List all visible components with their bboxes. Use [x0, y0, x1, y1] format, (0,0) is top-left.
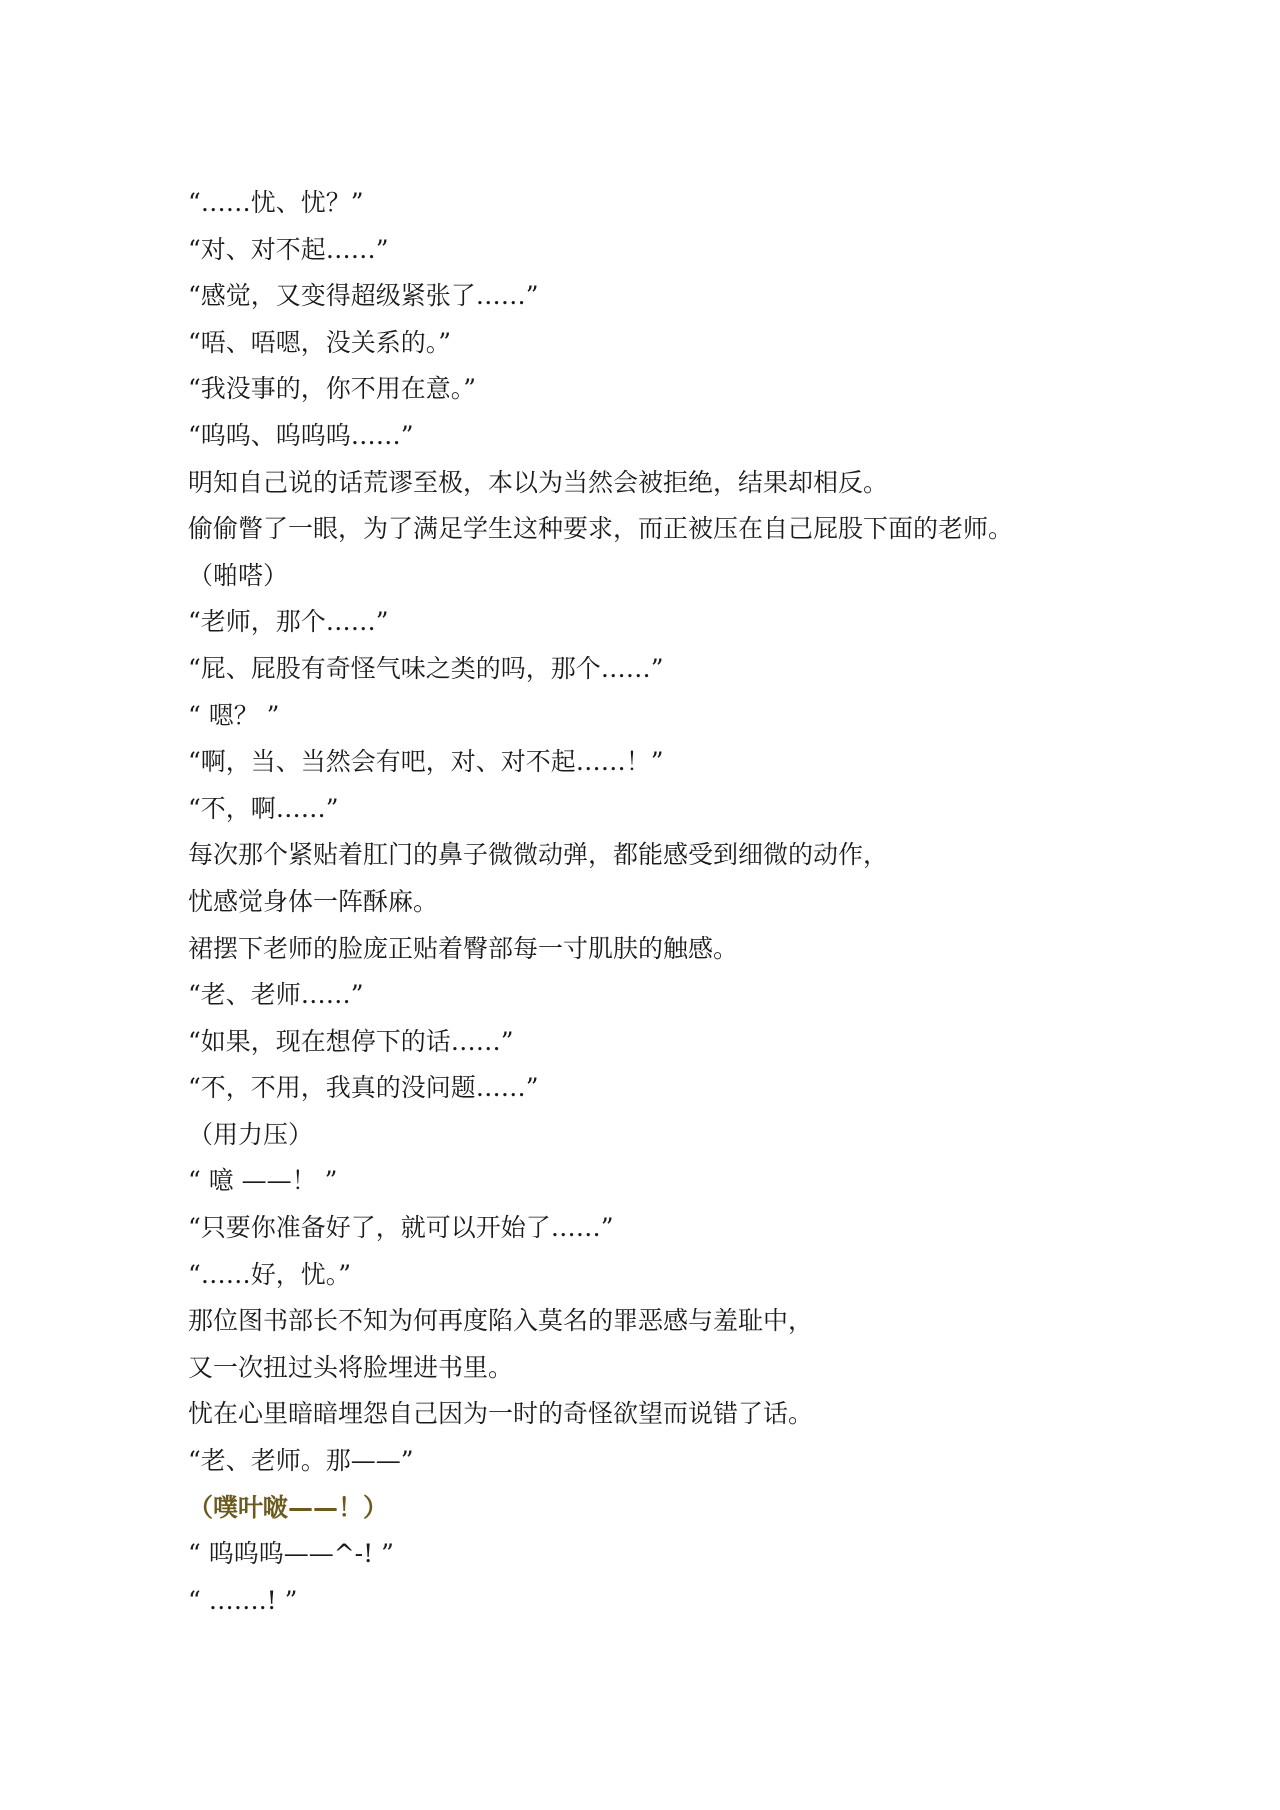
sound-effect-line: （啪嗒）: [188, 560, 289, 590]
dialogue-line: “ 噫 ——！ ”: [188, 1166, 338, 1196]
dialogue-line: “唔、唔嗯，没关系的。”: [188, 327, 452, 357]
narration-line: 明知自己说的话荒谬至极，本以为当然会被拒绝，结果却相反。: [188, 467, 889, 497]
narration-line: 忧在心里暗暗埋怨自己因为一时的奇怪欲望而说错了话。: [188, 1399, 814, 1429]
dialogue-line: “呜呜、呜呜呜……”: [188, 420, 414, 450]
dialogue-line: “对、对不起……”: [188, 234, 389, 264]
narration-line: 忧感觉身体一阵酥麻。: [188, 886, 439, 916]
dialogue-line: “……忧、忧？”: [188, 188, 364, 217]
narration-line: 偷偷瞥了一眼，为了满足学生这种要求，而正被压在自己屁股下面的老师。: [188, 514, 1014, 544]
dialogue-line: “啊，当、当然会有吧，对、对不起……！”: [188, 747, 664, 777]
dialogue-line: “老、老师……”: [188, 980, 364, 1010]
dialogue-line: “老师，那个……”: [188, 607, 389, 637]
sound-effect-line: （用力压）: [188, 1119, 314, 1149]
highlighted-sound-effect-line: （噗叶啵——！）: [188, 1492, 389, 1522]
dialogue-line: “感觉，又变得超级紧张了……”: [188, 281, 539, 311]
dialogue-line: “我没事的，你不用在意。”: [188, 374, 477, 404]
dialogue-line: “ …….! ”: [188, 1585, 298, 1615]
dialogue-line: “……好，忧。”: [188, 1259, 352, 1289]
narration-line: 裙摆下老师的脸庞正贴着臀部每一寸肌肤的触感。: [188, 933, 739, 963]
narration-line: 那位图书部长不知为何再度陷入莫名的罪恶感与羞耻中，: [188, 1306, 814, 1336]
dialogue-line: “ 嗯？ ”: [188, 700, 280, 730]
dialogue-line: “老、老师。那——”: [188, 1446, 414, 1476]
dialogue-line: “不，不用，我真的没问题……”: [188, 1073, 539, 1103]
dialogue-line: “不，啊……”: [188, 793, 339, 823]
dialogue-line: “如果，现在想停下的话……”: [188, 1026, 514, 1056]
dialogue-line: “ 呜呜呜——^-! ”: [188, 1539, 394, 1569]
dialogue-line: “只要你准备好了，就可以开始了……”: [188, 1213, 614, 1243]
story-text-block: [188, 180, 1188, 1624]
dialogue-line: “屁、屁股有奇怪气味之类的吗，那个……”: [188, 653, 664, 683]
narration-line: 每次那个紧贴着肛门的鼻子微微动弹，都能感受到细微的动作，: [188, 840, 889, 870]
narration-line: 又一次扭过头将脸埋进书里。: [188, 1352, 514, 1382]
